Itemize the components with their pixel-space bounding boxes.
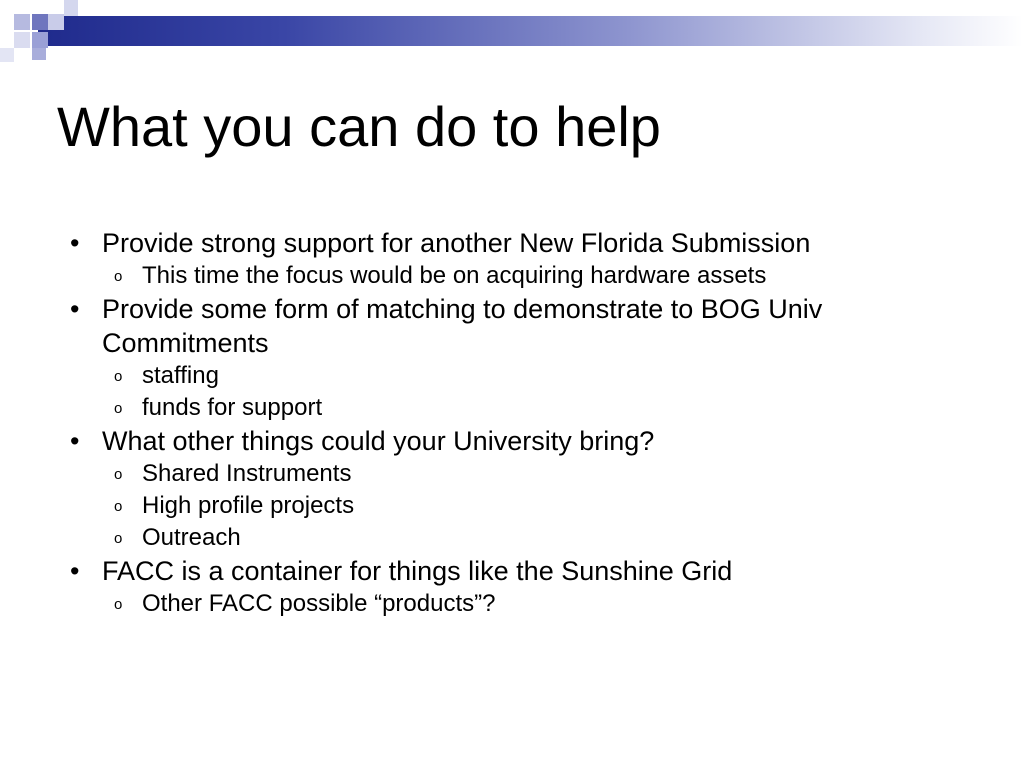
bullet-icon: • [70,556,80,586]
sub-bullet-text: Shared Instruments [142,460,352,487]
circle-bullet-icon: o [114,368,123,385]
slide-title: What you can do to help [57,95,661,158]
sub-bullet-text: funds for support [142,394,323,421]
bullet-item [68,424,988,458]
decor-square [64,0,78,16]
sub-bullet-item [68,392,988,424]
sub-bullet-item [68,458,988,490]
decor-square [48,14,64,30]
bullet-list [68,226,988,620]
circle-bullet-icon: o [114,466,123,483]
header-gradient-bar [38,16,1023,46]
sub-bullet-item [68,522,988,554]
bullet-item [68,292,988,360]
decor-square [32,14,48,30]
sub-bullet-item [68,588,988,620]
decor-square [32,48,46,60]
sub-bullet-text: Outreach [142,524,241,551]
decor-square [32,32,48,48]
sub-bullet-item [68,260,988,292]
circle-bullet-icon: o [114,268,123,285]
circle-bullet-icon: o [114,400,123,417]
sub-bullet-text: staffing [142,362,219,389]
bullet-text: FACC is a container for things like the Sunshine Grid [102,556,733,586]
circle-bullet-icon: o [114,530,123,547]
sub-bullet-text: Other FACC possible “products”? [142,590,496,617]
sub-bullet-item [68,490,988,522]
decor-square [14,14,30,30]
circle-bullet-icon: o [114,596,123,613]
decor-square [0,48,14,62]
bullet-text: Provide some form of matching to demonstrate to BOG Univ Commitments [102,294,823,358]
bullet-icon: • [70,294,80,324]
sub-bullet-item [68,360,988,392]
bullet-item [68,226,988,260]
decor-square [14,32,30,48]
sub-bullet-text: High profile projects [142,492,355,519]
bullet-item [68,554,988,588]
sub-bullet-text: This time the focus would be on acquiring hardware assets [142,262,767,289]
bullet-icon: • [70,228,80,258]
bullet-text: Provide strong support for another New Florida Submission [102,228,811,258]
circle-bullet-icon: o [114,498,123,515]
bullet-icon: • [70,426,80,456]
bullet-text: What other things could your University bring? [102,426,655,456]
